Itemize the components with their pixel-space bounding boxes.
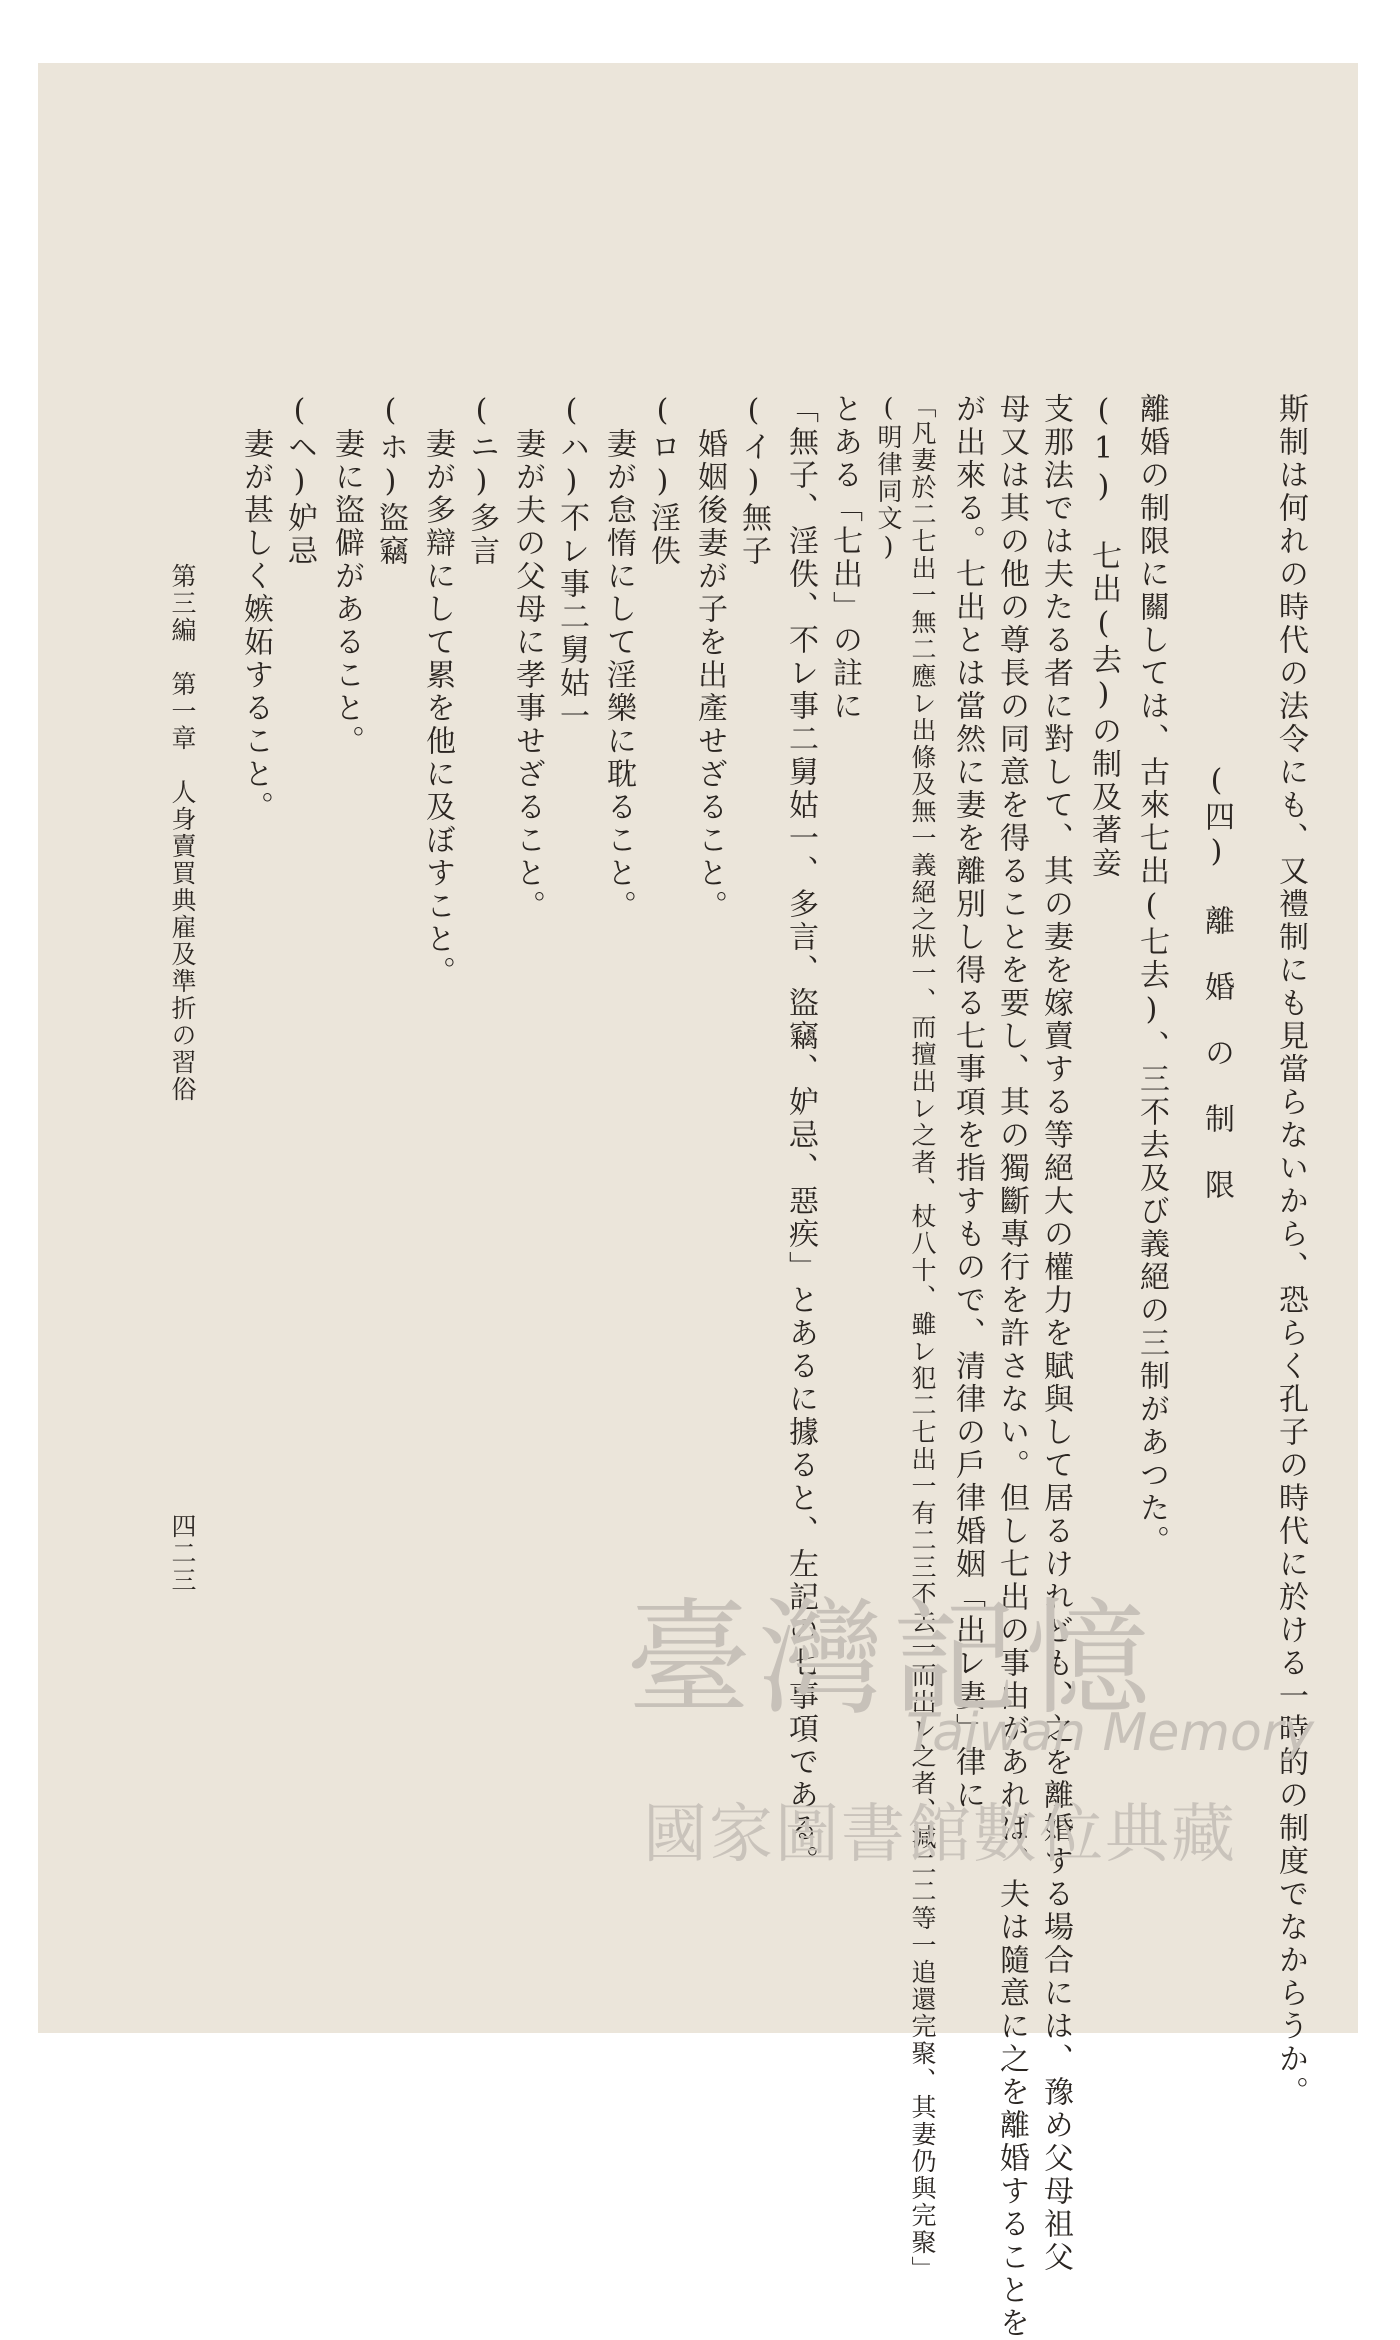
list-item-label-6: (ヘ)妒忌 <box>282 393 317 568</box>
watermark-english: Taiwan Memory <box>906 1703 1314 1763</box>
chapter-running-title: 第三編 第一章 人身賣買典雇及準折の習俗 <box>168 563 197 1103</box>
list-item-label-1: (イ)無子 <box>736 393 771 568</box>
text-column-5: が出來る。七出とは當然に妻を離別し得る七事項を指すもので、清律の戶律婚姻「出レ妻」律に <box>950 393 985 1812</box>
list-item-desc-5: 妻に盜僻があること。 <box>329 428 364 758</box>
list-item-label-2: (ロ)淫佚 <box>645 393 680 568</box>
list-item-desc-2: 妻が怠惰にして淫樂に耽ること。 <box>601 428 636 923</box>
text-column-4: 母又は其の他の尊長の同意を得ることを要し、其の獨斷專行を許さない。但し七出の事由があれば、夫は隨意に之を離婚することを <box>994 393 1029 2340</box>
text-column-9: 「無子、淫佚、不レ事二舅姑一、多言、盜竊、妒忌、惡疾」とあるに據ると、左記の七事項である。 <box>783 393 818 1878</box>
text-column-8: とある「七出」の註に <box>827 393 862 723</box>
list-item-desc-1: 婚姻後妻が子を出產せざること。 <box>692 428 727 923</box>
watermark-calligraphy: 臺灣記憶 <box>626 1587 1158 1732</box>
page-number: 四二三 <box>168 1513 197 1594</box>
list-item-desc-6: 妻が甚しく嫉妬すること。 <box>238 428 273 824</box>
book-page <box>38 63 1358 2340</box>
watermark-institution: 國家圖書館數位典藏 <box>643 1798 1237 1872</box>
text-column-7: (明律同文) <box>874 393 903 563</box>
text-column-6-quote: 「凡妻於二七出一無二應レ出條及無一義絕之狀一、而擅出レ之者、杖八十、雖レ犯二七出一有二三不去一而出レ之者、減二二等一追還完聚、其妻仍與完聚」 <box>908 393 937 2283</box>
section-heading: (四) 離 婚 の 制 限 <box>1199 763 1234 1202</box>
text-column-1: 斯制は何れの時代の法令にも、又禮制にも見當らないから、恐らく孔子の時代に於ける一時的の制度でなからうか。 <box>1273 393 1308 2109</box>
list-item-label-5: (ホ)盜竊 <box>373 393 408 568</box>
list-item-label-4: (ニ)多言 <box>464 393 499 568</box>
list-item-desc-4: 妻が多辯にして累を他に及ぼすこと。 <box>420 428 455 989</box>
text-column-3: 支那法では夫たる者に對して、其の妻を嫁賣する等絕大の權力を賦與して居るけれども、之を離婚する場合には、豫め父母祖父 <box>1038 393 1073 2274</box>
list-item-desc-3: 妻が夫の父母に孝事せざること。 <box>510 428 545 923</box>
text-column-2: 離婚の制限に關しては、古來七出(七去)、三不去及び義絕の三制があつた。 <box>1134 393 1169 1558</box>
subsection-heading: (1) 七出(去)の制及著妾 <box>1086 393 1121 880</box>
list-item-label-3: (ハ)不レ事二舅姑一 <box>554 393 589 733</box>
